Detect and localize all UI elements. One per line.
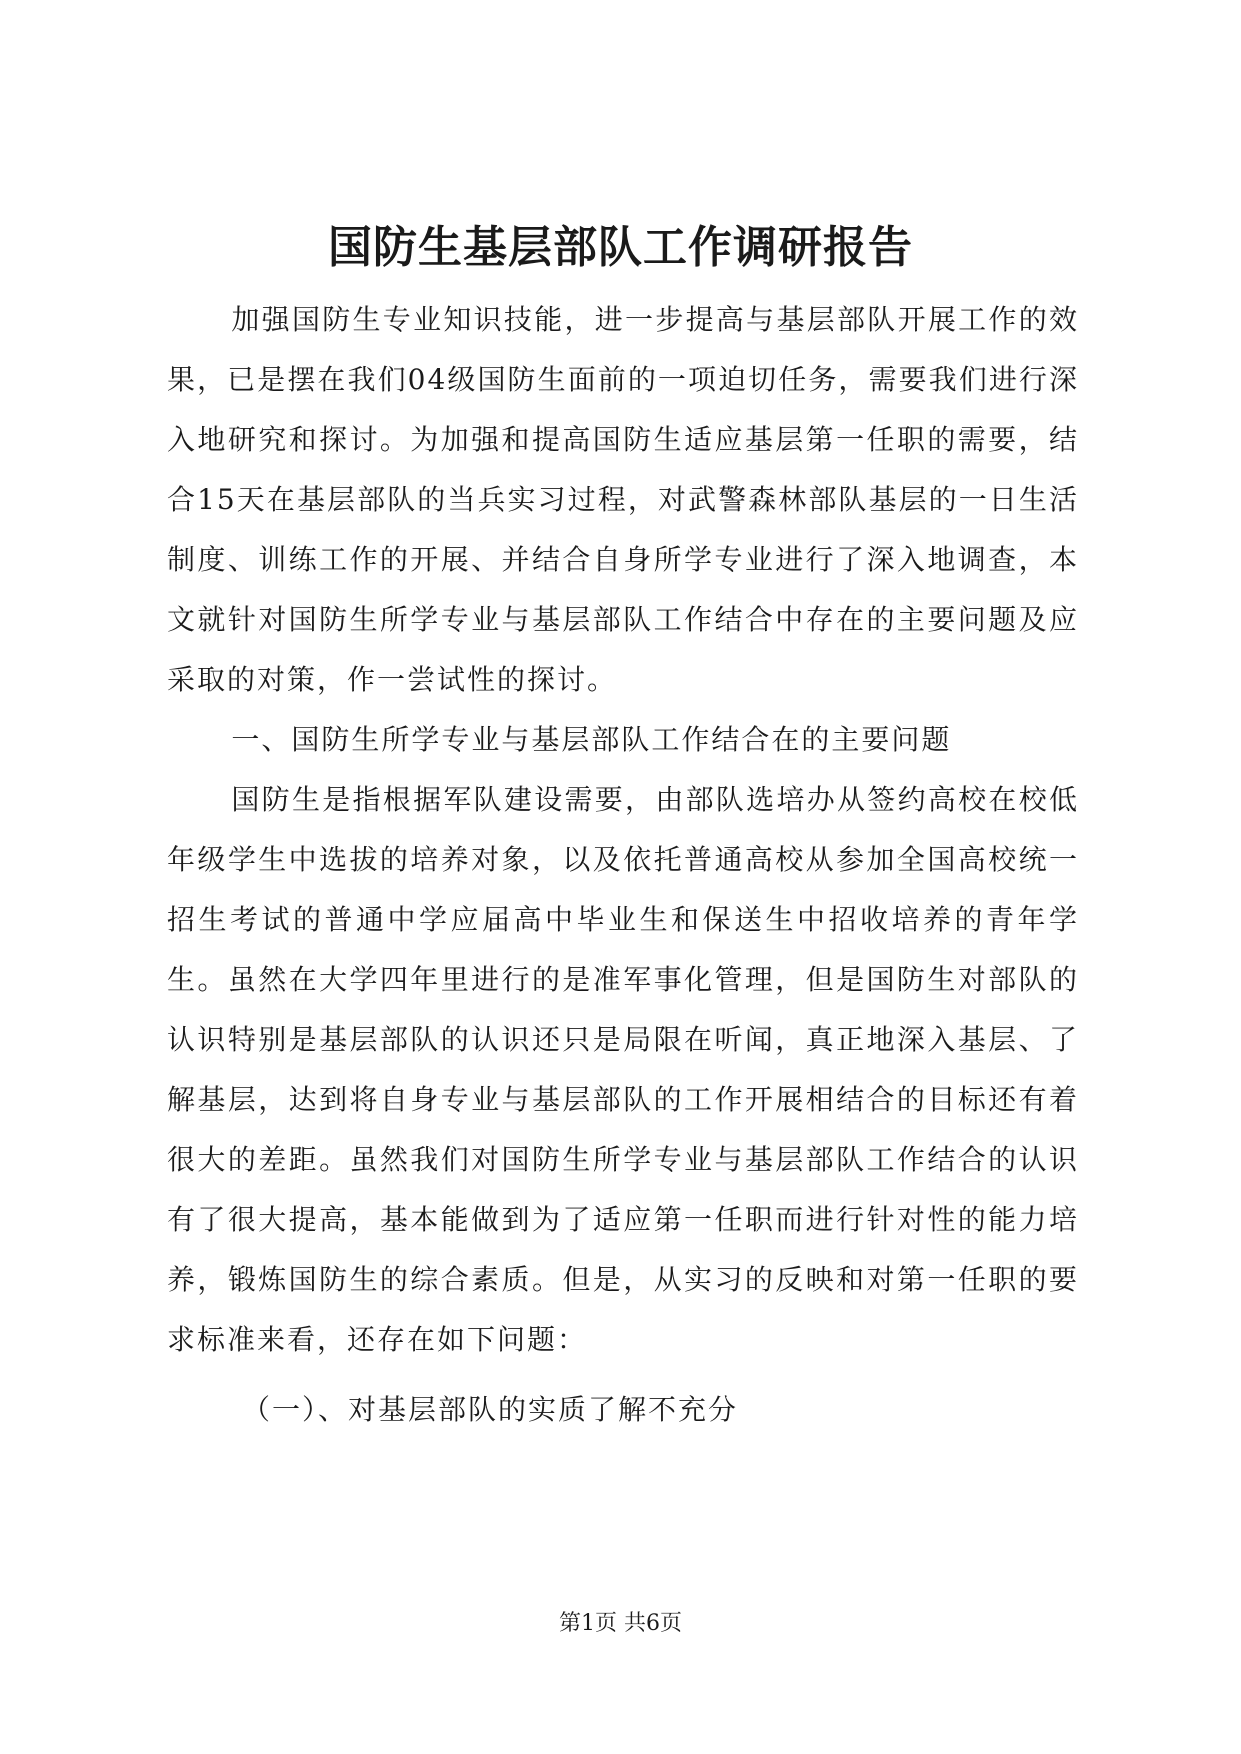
intro-paragraph: 加强国防生专业知识技能，进一步提高与基层部队开展工作的效果，已是摆在我们04级国防生面前的一项迫切任务，需要我们进行深入地研究和探讨。为加强和提高国防生适应基层第一任职的需要，结合15天在基层部队的当兵实习过程，对武警森林部队基层的一日生活制度、训练工作的开展、并结合自身所学专业进行了深入地调查，本文就针对国防生所学专业与基层部队工作结合中存在的主要问题及应采取的对策，作一尝试性的探讨。 xyxy=(167,303,1079,696)
subsection-heading-1: （一）、对基层部队的实质了解不充分 xyxy=(242,1393,739,1426)
page-footer: 第1页 共6页 xyxy=(559,1611,682,1636)
section-1-paragraph: 国防生是指根据军队建设需要，由部队选培办从签约高校在校低年级学生中选拔的培养对象，以及依托普通高校从参加全国高校统一招生考试的普通中学应届高中毕业生和保送生中招收培养的青年学生。虽然在大学四年里进行的是准军事化管理，但是国防生对部队的认识特别是基层部队的认识还只是局限在听闻，真正地深入基层、了解基层，达到将自身专业与基层部队的工作开展相结合的目标还有着很大的差距。虽然我们对国防生所学专业与基层部队工作结合的认识有了很大提高，基本能做到为了适应第一任职而进行针对性的能力培养，锻炼国防生的综合素质。但是，从实习的反映和对第一任职的要求标准来看，还存在如下问题： xyxy=(167,783,1079,1356)
document-body xyxy=(167,290,1079,1440)
section-heading-1: 一、国防生所学专业与基层部队工作结合在的主要问题 xyxy=(231,723,952,756)
document-title: 国防生基层部队工作调研报告 xyxy=(328,222,913,273)
